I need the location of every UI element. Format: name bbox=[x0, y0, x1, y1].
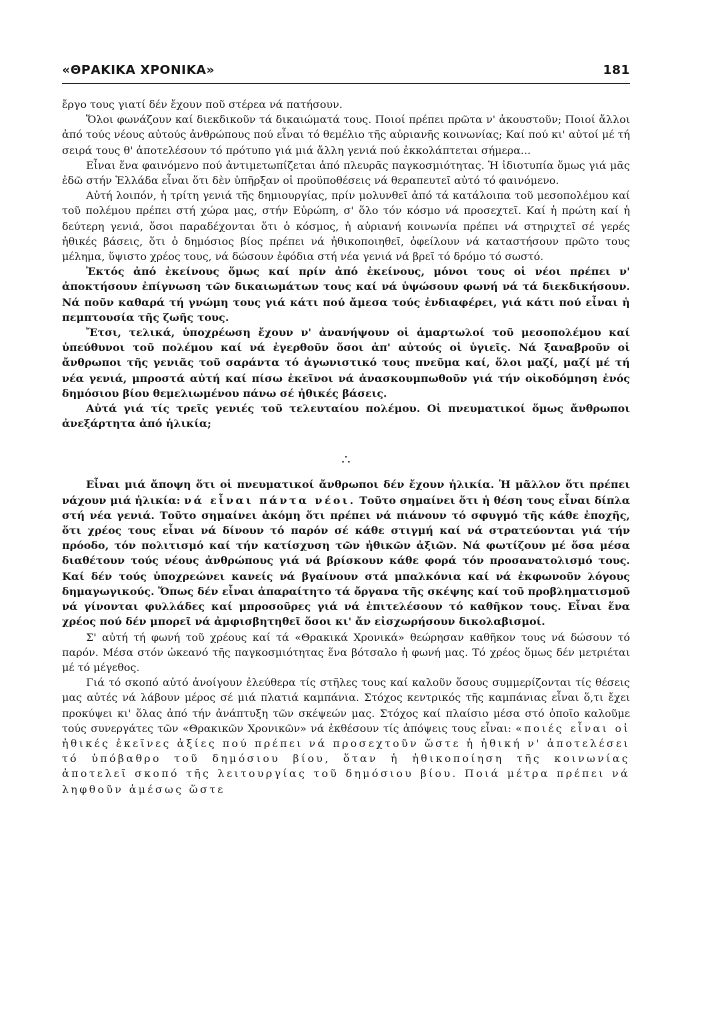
section2-paragraph-2: Σ' αὐτή τή φωνή τοῦ χρέους καί τά «Θρακικά Χρονικά» θεώρησαν καθῆκον τους νά δώσουν τό παρόν. Μέσα στόν ὠκεανό τῆς παγκοσμιότητας ἕνα βότσαλο ἡ φωνή μας. Τό χρέος ὅμως δέν μετριέται μέ τό μέγεθος. bbox=[62, 631, 630, 674]
paragraph-2: Ὅλοι φωνάζουν καί διεκδικοῦν τά δικαιώματά τους. Ποιοί πρέπει πρῶτα ν' ἀκουστοῦν; Ποιοί ἄλλοι ἀπό τούς νέους αὐτούς ἀνθρώπους πού εἶναι τό θεμέλιο τῆς αὐριανῆς κοινωνίας; Καί πού κι' αὐτοί μέ τή σειρά τους θ' ἀποτελέσουν τό πρότυπο γιά μιά ἄλλη γενιά πού ἐκκολάπτεται σήμερα... bbox=[62, 114, 630, 157]
section2-p1-a: Εἶναι μιά ἄποψη ὅτι οἱ πνευματικοί ἄνθρωποι δέν ἔχουν ἡλικία. Ἡ μᾶλλον ὅτι πρέπει νάχουν μιά ἡλικία: bbox=[62, 479, 630, 507]
paragraph-6: Ἔτσι, τελικά, ὑποχρέωση ἔχουν ν' ἀνανήψουν οἱ ἁμαρτωλοί τοῦ μεσοπολέμου καί ὑπεύθυνοι τοῦ πολέμου καί νά ἐγερθοῦν ὅσοι ἀπ' αὐτούς οἱ ὑγιεῖς. Νά ξαναβροῦν οἱ ἄνθρωποι τῆς γενιᾶς τοῦ σαράντα τό ἀγωνιστικό τους πνεῦμα καί, ὅλοι μαζί, μαζί μέ τή νέα γενιά, μπροστά αὐτή καί πίσω ἐκεῖνοι νά ἀνασκουμπωθοῦν γιά τήν οἰκοδόμηση ἑνός δημόσιου βίου θεμελιωμένου πάνω σέ ἠθικές βάσεις. bbox=[62, 327, 630, 400]
section2-paragraph-1 bbox=[62, 478, 630, 630]
journal-title: «ΘΡΑΚΙΚΑ ΧΡΟΝΙΚΑ» bbox=[62, 62, 215, 77]
section-separator: ∴ bbox=[341, 452, 351, 469]
section2-p3-a: Γιά τό σκοπό αὐτό ἀνοίγουν ἐλεύθερα τίς στῆλες τους καί καλοῦν ὅσους συμμερίζονται τίς θέσεις μας αὐτές νά λάβουν μέρος σέ μιά πλατιά καμπάνια. Στόχος κεντρικός τῆς καμπάνιας εἶναι ὅ,τι ἔχει προκύψει κι' ὅλας ἀπό τήν ἀνάπτυξη τῶν σκέψεών μας. Στόχος καί πλαίσιο μέσα στό ὁποῖο καλοῦμε τούς συνεργάτες τῶν «Θρακικῶν Χρονικῶν» νά ἐκθέσουν τίς ἀπόψεις τους εἶναι: bbox=[62, 677, 630, 735]
section2-paragraph-3 bbox=[62, 676, 630, 798]
page-number: 181 bbox=[603, 62, 630, 77]
section2-p1-b: Τοῦτο σημαίνει ὅτι ἡ θέση τους εἶναι δίπλα στή νέα γενιά. Τοῦτο σημαίνει ἀκόμη ὅτι πρέπει νά πιάνουν τό σφυγμό τῆς κάθε ἐποχῆς, ὅτι χρέος τους εἶναι νά δίνουν τό παρόν σέ κάθε στιγμή καί νά στρατεύονται γιά τήν πρόοδο, τόν πολιτισμό καί τήν κατίσχυση τῶν ἠθικῶν ἀξιῶν. Νά φωτίζουν μέ ὅσα μέσα διαθέτουν τούς νέους ἀνθρώπους γιά νά βρίσκουν κάθε φορά τόν προσανατολισμό τους. Καί δέν τούς ὑποχρεώνει κανείς νά βγαίνουν στά μπαλκόνια καί νά ἐκφωνοῦν λόγους δημαγωγικούς. Ὅπως δέν εἶναι ἀπαραίτητο τά ὄργανα τῆς σκέψης καί τοῦ προβληματισμοῦ νά γίνονται φυλλάδες καί μπροσοῦρες γιά νά ἐπιτελέσουν τό καθῆκον τους. Εἶναι ἕνα χρέος πού δέν μπορεῖ νά ἀμφισβητηθεῖ ὅσοι κι' ἄν εἰσχωρήσουν δικολαβισμοί. bbox=[62, 494, 630, 629]
header-rule bbox=[62, 83, 630, 84]
section2-p1-spaced: νά εἶναι πάντα νέοι. bbox=[184, 494, 356, 507]
section2-p3-spaced: «ποιές εἶναι οἱ ἠθικές ἐκεῖνες ἀξίες πού πρέπει νά προσεχτοῦν ὥστε ἡ ἠθική ν' ἀποτελέσει τό ὑπόβαθρο τοῦ δημόσιου βίου, ὅταν ἡ ἠθικοποίηση τῆς κοινωνίας ἀποτελεῖ σκοπό τῆς λειτουργίας τοῦ δημόσιου βίου. Ποιά μέτρα πρέπει νά ληφθοῦν ἀμέσως ὥστε bbox=[62, 722, 630, 796]
paragraph-1: ἔργο τους γιατί δέν ἔχουν ποῦ στέρεα νά πατήσουν. bbox=[62, 99, 343, 111]
paragraph-3: Εἶναι ἕνα φαινόμενο πού ἀντιμετωπίζεται ἀπό πλευρᾶς παγκοσμιότητας. Ἡ ἰδιοτυπία ὅμως γιά μᾶς ἐδῶ στήν Ἑλλάδα εἶναι ὅτι δὲν ὑπῆρξαν οἱ προϋποθέσεις νά θεραπευτεῖ αὐτό τό φαινόμενο. bbox=[62, 159, 630, 188]
paragraph-4: Αὐτή λοιπόν, ἡ τρίτη γενιά τῆς δημιουργίας, πρίν μολυνθεῖ ἀπό τά κατάλοιπα τοῦ μεσοπολέμου καί τοῦ πολέμου πρέπει στή χώρα μας, στήν Εὐρώπη, σ' ὅλο τόν κόσμο νά προσεχτεῖ. Καί ἡ πρώτη καί ἡ δεύτερη γενιά, ὅσοι παραδέχονται ὅτι ὁ κόσμος, ἡ αὐριανή κοινωνία πρέπει νά στηριχτεῖ σέ γερές ἠθικές βάσεις, ὅτι ὁ δημόσιος βίος πρέπει νά ἠθικοποιηθεῖ, ὀφείλουν νά καταστήσουν πρῶτο τους μέλημα, ὕψιστο χρέος τους, νά δώσουν ἐφόδια στή νέα γενιά νά βρεῖ τό δρόμο τό σωστό. bbox=[62, 190, 630, 264]
paragraph-5: Ἐκτός ἀπό ἐκείνους ὅμως καί πρίν ἀπό ἐκείνους, μόνοι τους οἱ νέοι πρέπει ν' ἀποκτήσουν ἐπίγνωση τῶν δικαιωμάτων τους καί νά ὑψώσουν φωνή νά τά διεκδικήσουν. Νά ποῦν καθαρά τή γνώμη τους γιά κάτι πού ἄμεσα τούς ἐνδιαφέρει, γιά κάτι πού εἶναι ἡ πεμπτουσία τῆς ζωῆς τους. bbox=[62, 266, 630, 324]
page bbox=[62, 62, 630, 798]
paragraph-7: Αὐτά γιά τίς τρεῖς γενιές τοῦ τελευταίου πολέμου. Οἱ πνευματικοί ὅμως ἄνθρωποι ἀνεξάρτητα ἀπό ἡλικία; bbox=[62, 403, 630, 431]
page-header bbox=[62, 62, 630, 77]
